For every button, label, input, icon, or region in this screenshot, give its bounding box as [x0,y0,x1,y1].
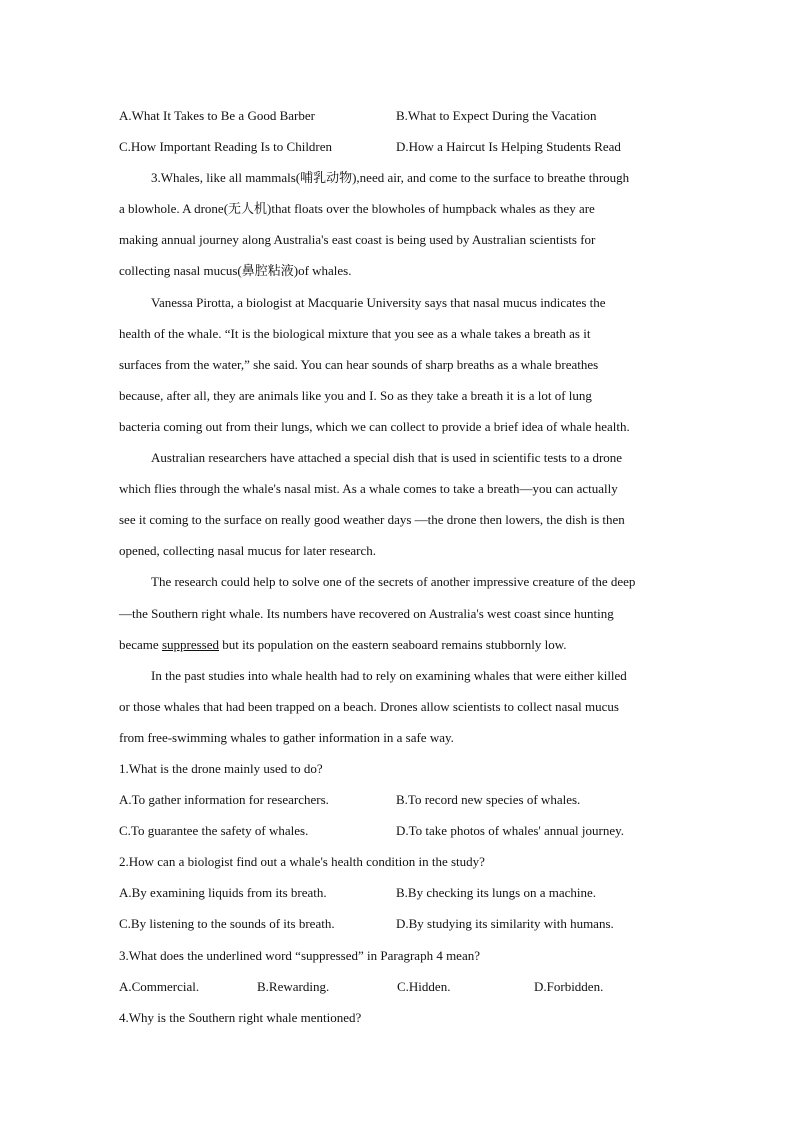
options-row [119,815,679,846]
paragraph-line: In the past studies into whale health had to rely on examining whales that were either killed [151,667,627,683]
question-4 [119,1002,679,1033]
paragraph-line: Vanessa Pirotta, a biologist at Macquarie University says that nasal mucus indicates the [151,294,606,310]
paragraph-line [119,629,679,660]
option-a: A.To gather information for researchers. [119,792,329,808]
question-2 [119,846,679,939]
paragraph-line: opened, collecting nasal mucus for later research. [119,543,376,559]
option-d: D.To take photos of whales' annual journey. [396,823,625,839]
passage-paragraph-1 [119,162,679,286]
question-stem: 4.Why is the Southern right whale mentioned? [119,1009,362,1025]
options-row [119,784,679,815]
paragraph-line: making annual journey along Australia's east coast is being used by Australian scientists for [119,232,596,248]
document-page [119,100,679,1033]
option-b: B.To record new species of whales. [396,792,581,808]
option-a: A.By examining liquids from its breath. [119,885,327,901]
paragraph-line: which flies through the whale's nasal mist. As a whale comes to take a breath—you can actually [119,481,618,497]
passage-paragraph-5 [119,660,679,753]
question-3 [119,940,679,1002]
paragraph-line: collecting nasal mucus(鼻腔粘液)of whales. [119,263,352,279]
paragraph-line: or those whales that had been trapped on a beach. Drones allow scientists to collect nasal mucus [119,698,619,714]
option-b: B.What to Expect During the Vacation [396,108,597,123]
option-c: C.Hidden. [397,978,451,994]
option-c: C.By listening to the sounds of its breath. [119,916,335,932]
option-a: A.What It Takes to Be a Good Barber [119,108,315,123]
text-segment: became [119,636,162,652]
option-d: D.By studying its similarity with humans. [396,916,614,932]
text-segment: but its population on the eastern seaboard remains stubbornly low. [219,636,567,652]
paragraph-line: —the Southern right whale. Its numbers have recovered on Australia's west coast since hunting [119,605,614,621]
passage-paragraph-4 [119,566,679,659]
question-1 [119,753,679,846]
paragraph-line: 3.Whales, like all mammals(哺乳动物),need air, and come to the surface to breathe through [151,170,630,186]
paragraph-line: health of the whale. “It is the biological mixture that you see as a whale takes a breath as it [119,325,591,341]
paragraph-line: Australian researchers have attached a special dish that is used in scientific tests to a drone [151,450,623,466]
previous-question-options-row-2 [119,131,679,162]
question-stem: 1.What is the drone mainly used to do? [119,760,323,776]
paragraph-line: from free-swimming whales to gather information in a safe way. [119,729,454,745]
option-d: D.Forbidden. [534,978,604,994]
previous-question-options-row-1 [119,100,679,131]
option-a: A.Commercial. [119,978,200,994]
question-stem: 3.What does the underlined word “suppressed” in Paragraph 4 mean? [119,947,480,963]
paragraph-line: see it coming to the surface on really good weather days —the drone then lowers, the dish is then [119,512,625,528]
options-row [119,971,679,1002]
option-d: D.How a Haircut Is Helping Students Read [396,139,621,155]
paragraph-line: The research could help to solve one of the secrets of another impressive creature of the deep [151,574,636,590]
paragraph-line: because, after all, they are animals like you and I. So as they take a breath it is a lot of lung [119,387,592,403]
paragraph-line: bacteria coming out from their lungs, which we can collect to provide a brief idea of whale health. [119,418,630,434]
options-row [119,877,679,908]
option-c: C.How Important Reading Is to Children [119,139,333,155]
passage-paragraph-3 [119,442,679,566]
option-c: C.To guarantee the safety of whales. [119,823,309,839]
paragraph-line: surfaces from the water,” she said. You can hear sounds of sharp breaths as a whale breathes [119,356,599,372]
passage-paragraph-2 [119,287,679,442]
underlined-word: suppressed [161,636,219,652]
option-b: B.By checking its lungs on a machine. [396,885,597,901]
question-stem: 2.How can a biologist find out a whale's health condition in the study? [119,854,485,870]
option-b: B.Rewarding. [257,978,330,994]
paragraph-line: a blowhole. A drone(无人机)that floats over the blowholes of humpback whales as they are [119,201,595,217]
options-row [119,908,679,939]
